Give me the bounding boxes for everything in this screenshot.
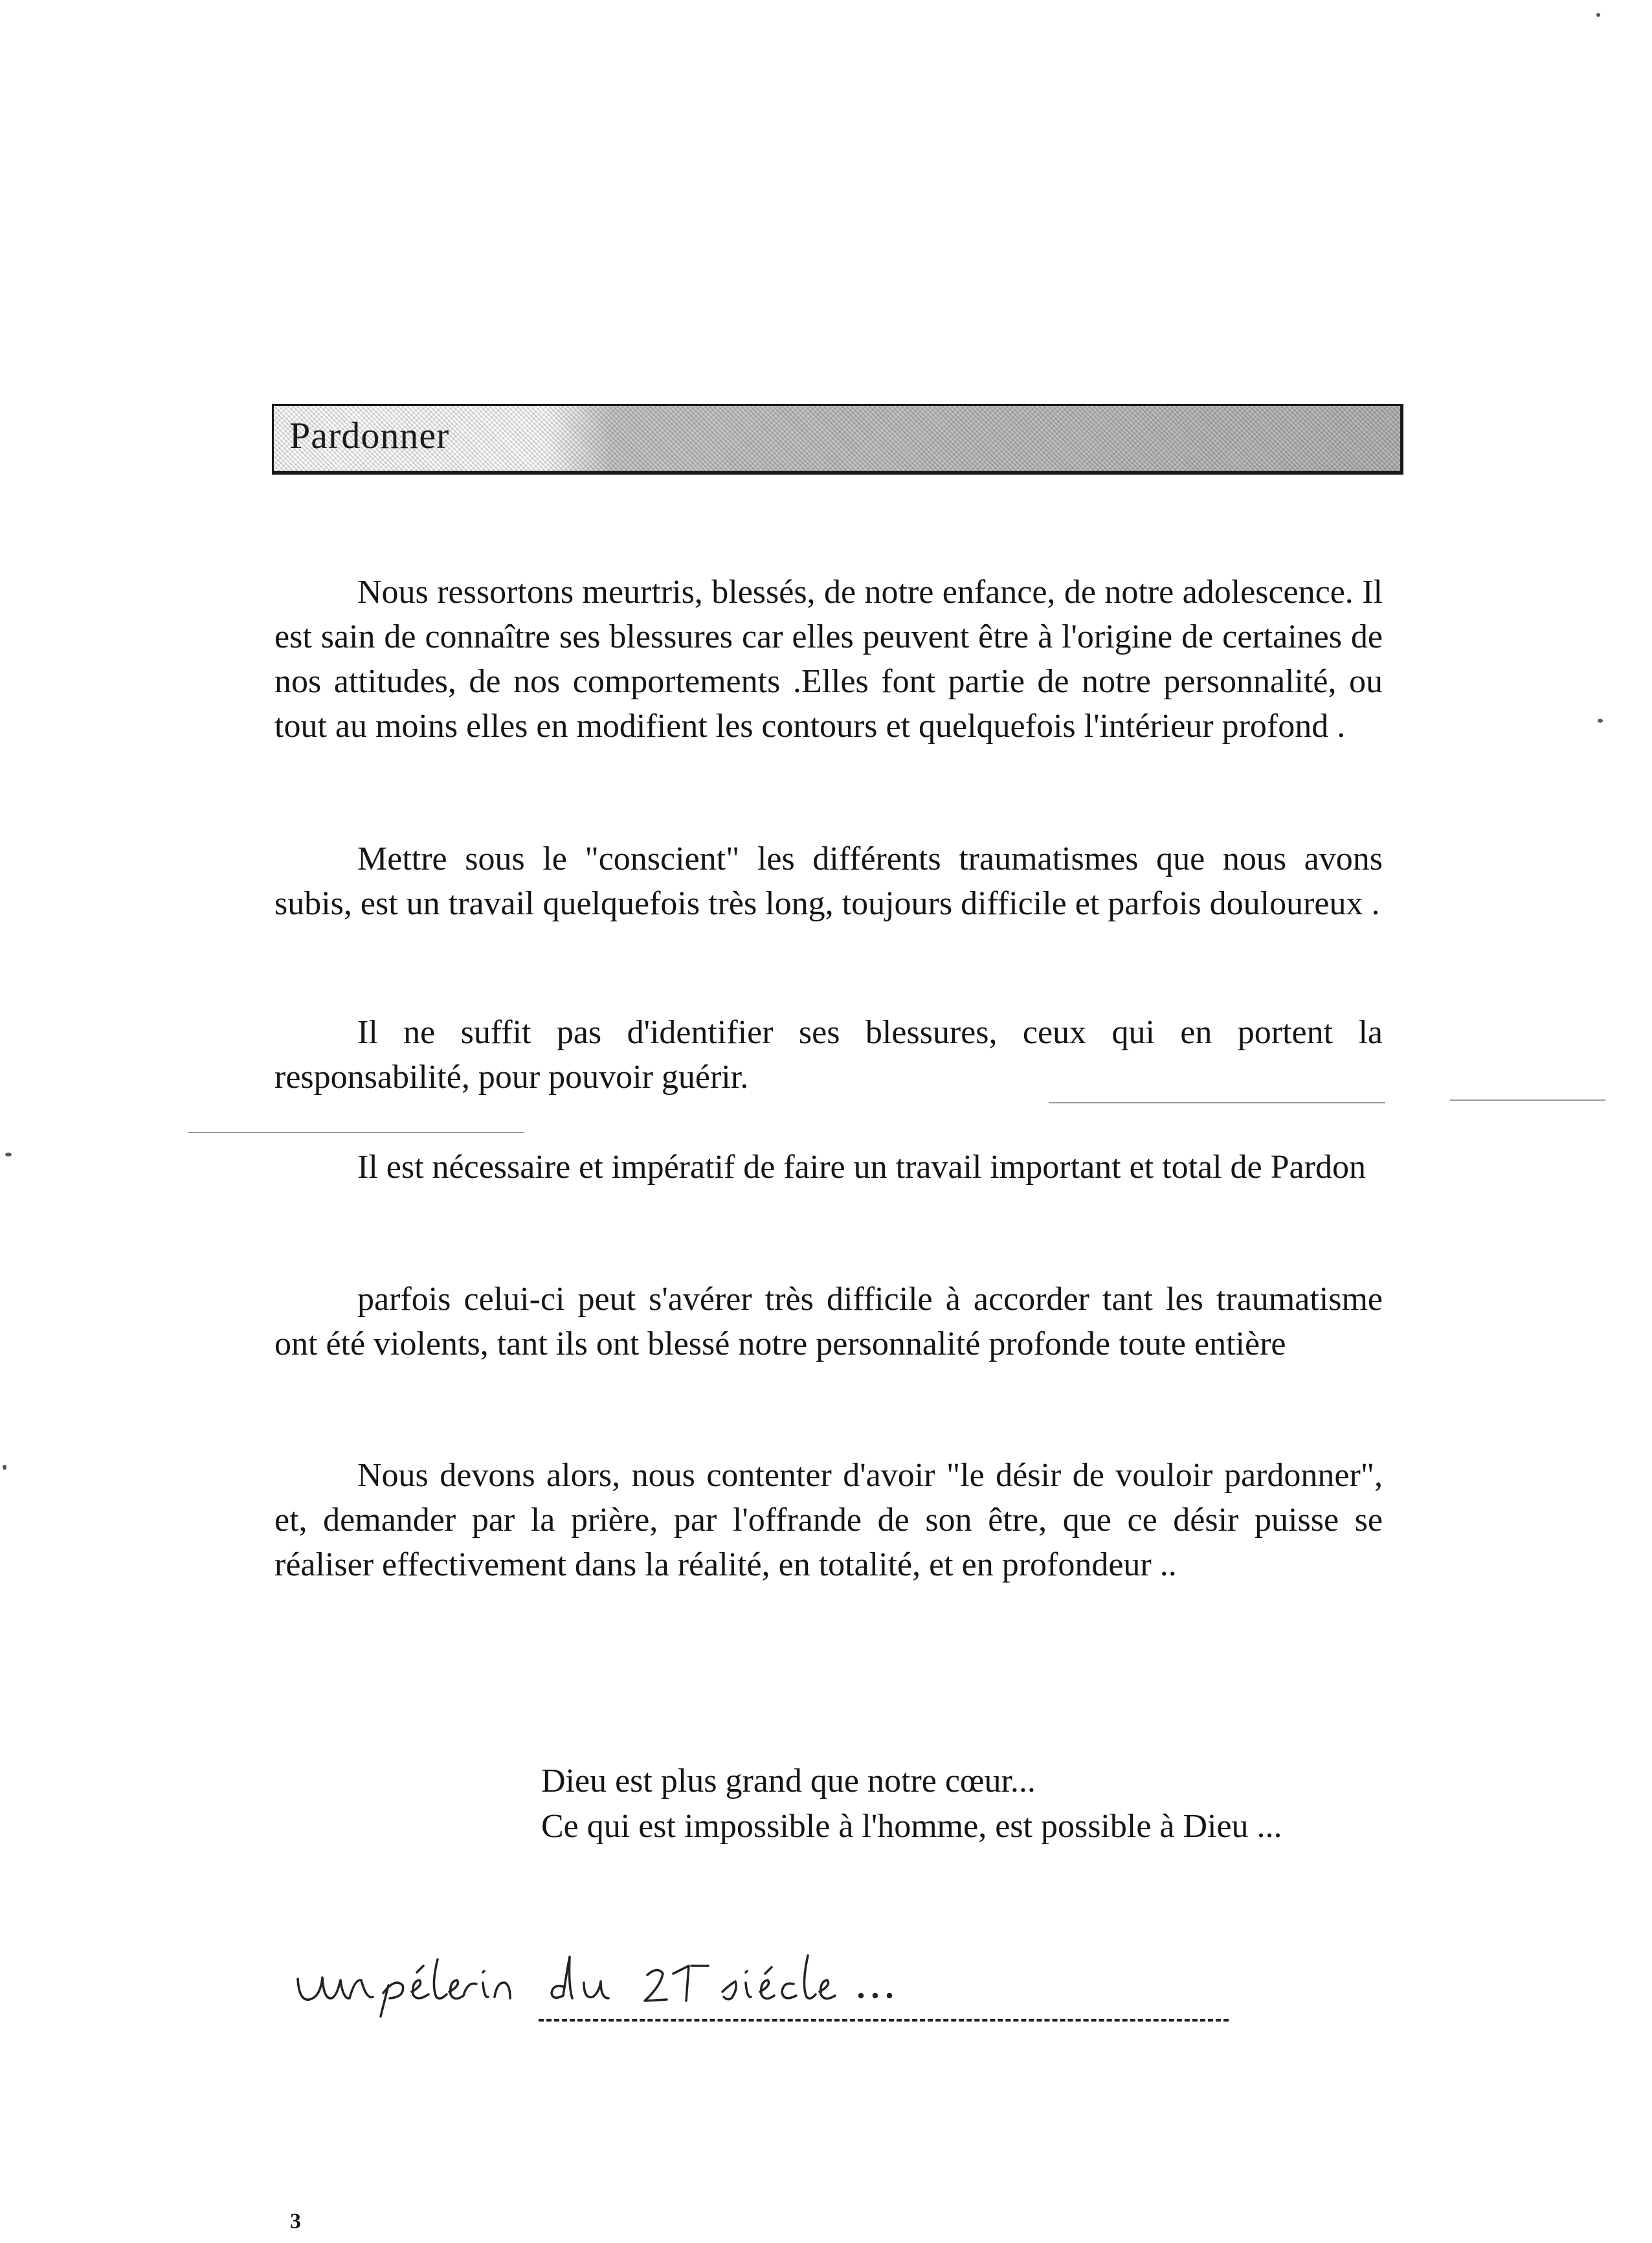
paragraph-4: Il est nécessaire et impératif de faire un travail important et total de Pardon <box>357 1149 1366 1186</box>
page-number: 3 <box>290 2209 301 2233</box>
fold-crease <box>188 1132 524 1133</box>
document-title: Pardonner <box>289 414 450 456</box>
handwritten-signature <box>285 1940 1036 2018</box>
paragraph-3: Il ne suffit pas d'identifier ses blessures, ceux qui en portent la responsabilité, pour pouvoir guérir. <box>274 1014 1383 1096</box>
fold-crease <box>1450 1099 1605 1101</box>
fold-crease <box>1049 1102 1385 1103</box>
signature-dash-line <box>539 2019 1229 2022</box>
scan-speck <box>1596 13 1600 17</box>
paragraph-5: parfois celui-ci peut s'avérer très difficile à accorder tant les traumatisme ont été violents, tant ils ont blessé notre personnalité profonde toute entière <box>274 1281 1383 1362</box>
closing-line-1: Dieu est plus grand que notre cœur... <box>541 1763 1036 1799</box>
scan-speck <box>5 1153 12 1156</box>
paragraph-1: Nous ressortons meurtris, blessés, de notre enfance, de notre adolescence. Il est sain de connaître ses blessures car elles peuvent être à l'origine de certaines de nos attitudes, de nos comportements .Elles font partie de notre personnalité, ou tout au moins elles en modifient les contours et quelquefois l'intérieur profond . <box>274 574 1383 745</box>
title-banner <box>272 404 1403 475</box>
paragraph-6: Nous devons alors, nous contenter d'avoir "le désir de vouloir pardonner", et, demander par la prière, par l'offrande de son être, que ce désir puisse se réaliser effectivement dans la réalité, en totalité, et en profondeur .. <box>274 1457 1383 1583</box>
closing-line-2: Ce qui est impossible à l'homme, est possible à Dieu ... <box>541 1808 1282 1845</box>
paragraph-2: Mettre sous le "conscient" les différents traumatismes que nous avons subis, est un travail quelquefois très long, toujours difficile et parfois douloureux . <box>274 840 1383 922</box>
scan-speck <box>3 1465 6 1470</box>
scan-speck <box>1598 719 1603 723</box>
closing-quote <box>541 1759 1282 1849</box>
